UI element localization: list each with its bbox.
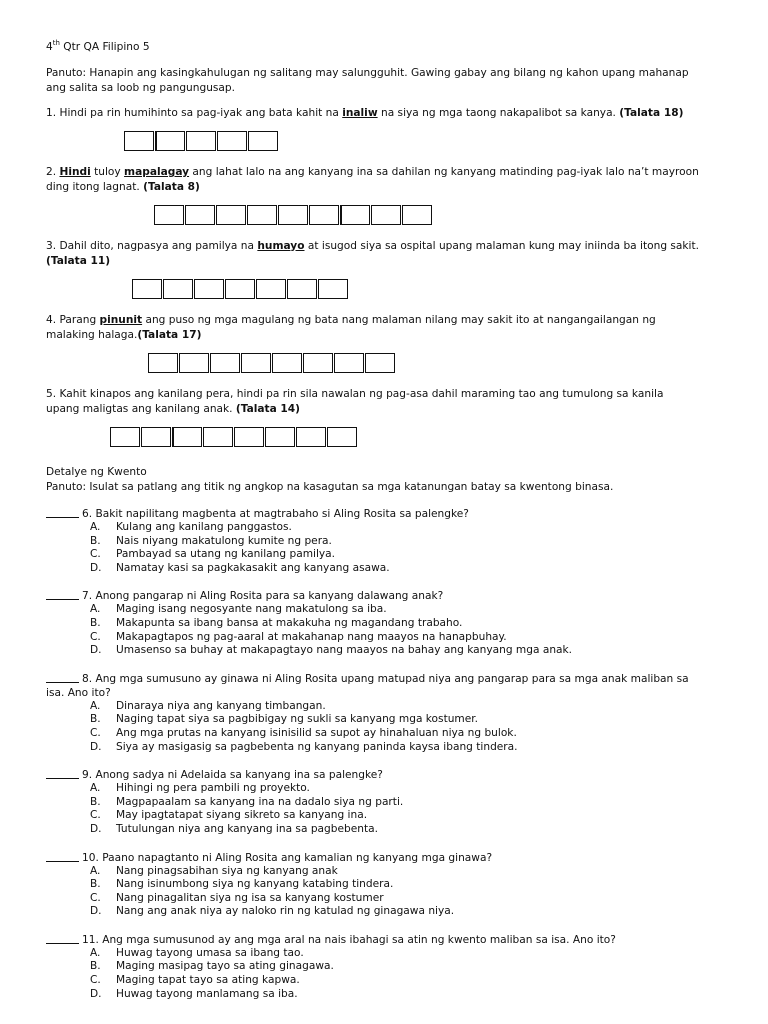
option-text: Maging masipag tayo sa ating ginagawa. <box>116 960 334 973</box>
vocab-item-5 <box>46 387 736 447</box>
option-letter: A. <box>90 699 101 712</box>
question-label: 8. Ang mga sumusuno ay ginawa ni Aling Rosita upang matupad niya ang pangarap para sa mga anak maliban sa <box>82 672 689 685</box>
paragraph-reference: (Talata 17) <box>137 329 202 341</box>
paragraph-reference: (Talata 18) <box>619 107 684 119</box>
letter-box[interactable] <box>278 205 308 225</box>
letter-box[interactable] <box>318 279 348 299</box>
option-a <box>46 947 736 961</box>
vocab-sentence <box>46 239 736 254</box>
option-a <box>46 865 736 879</box>
letter-box[interactable] <box>247 205 277 225</box>
letter-box[interactable] <box>265 427 295 447</box>
option-c <box>46 809 736 823</box>
question-label: 7. Anong pangarap ni Aling Rosita para sa kanyang dalawang anak? <box>82 590 444 603</box>
quiz-page <box>46 36 736 1001</box>
option-a <box>46 603 736 617</box>
letter-box[interactable] <box>234 427 264 447</box>
vocab-sentence <box>46 165 736 180</box>
letter-box[interactable] <box>371 205 401 225</box>
option-text: Kulang ang kanilang panggastos. <box>116 521 292 533</box>
vocab-sentence <box>46 313 736 328</box>
underlined-word: mapalagay <box>124 166 190 178</box>
header-superscript: th <box>52 39 60 47</box>
option-letter: D. <box>90 740 102 753</box>
option-d <box>46 823 736 837</box>
option-c <box>46 727 736 741</box>
vocab-sentence-cont <box>46 402 736 417</box>
option-d <box>46 988 736 1002</box>
option-d <box>46 644 736 658</box>
instruction-line: Panuto: Hanapin ang kasingkahulugan ng salitang may salungguhit. Gawing gabay ang bilang ng kahon upang mahanap <box>46 67 689 79</box>
section-title: Detalye ng Kwento <box>46 466 147 478</box>
instruction-line: ang salita sa loob ng pangungusap. <box>46 82 236 94</box>
option-a <box>46 521 736 535</box>
vocab-item-3 <box>46 239 736 299</box>
letter-box[interactable] <box>132 279 162 299</box>
option-text: Naging tapat siya sa pagbibigay ng sukli sa kanyang mga kostumer. <box>116 713 479 726</box>
letter-box[interactable] <box>248 131 278 151</box>
letter-box[interactable] <box>124 131 154 151</box>
letter-box[interactable] <box>402 205 432 225</box>
letter-box[interactable] <box>110 427 140 447</box>
option-text: Umasenso sa buhay at makapagtayo nang maayos na bahay ang kanyang mga anak. <box>116 644 573 657</box>
option-text: Hihingi ng pera pambili ng proyekto. <box>116 782 310 795</box>
vocab-sentence <box>46 106 736 121</box>
sentence-text: ang lahat lalo na ang kanyang ina sa dahilan ng kanyang matinding pag-iyak lalo na’t mayroon <box>189 166 699 178</box>
letter-boxes[interactable] <box>132 279 736 299</box>
sentence-text: 5. Kahit kinapos ang kanilang pera, hindi pa rin sila nawalan ng pag-asa dahil maraming tao ang tumulong sa kanila <box>46 388 664 400</box>
option-c <box>46 974 736 988</box>
letter-boxes[interactable] <box>124 131 736 151</box>
option-letter: B. <box>90 616 101 629</box>
letter-box[interactable] <box>194 279 224 299</box>
option-letter: D. <box>90 644 102 657</box>
answer-blank[interactable] <box>46 933 79 944</box>
part2-instruction: Panuto: Isulat sa patlang ang titik ng angkop na kasagutan sa mga katanungan batay sa kwentong binasa. <box>46 481 614 493</box>
letter-box[interactable] <box>340 205 370 225</box>
option-text: Makapunta sa ibang bansa at makakuha ng magandang trabaho. <box>116 616 463 629</box>
option-c <box>46 631 736 645</box>
question-label: 9. Anong sadya ni Adelaida sa kanyang ina sa palengke? <box>82 769 383 782</box>
option-letter: C. <box>90 891 101 904</box>
option-text: Nang pinagalitan siya ng isa sa kanyang kostumer <box>116 891 384 904</box>
question-text <box>46 851 736 865</box>
option-text: Maging tapat tayo sa ating kapwa. <box>116 974 300 987</box>
question-label: 6. Bakit napilitang magbenta at magtrabaho si Aling Rosita sa palengke? <box>82 508 469 520</box>
sentence-text: ding itong lagnat. <box>46 181 144 193</box>
option-letter: B. <box>90 713 101 726</box>
letter-box[interactable] <box>172 427 202 447</box>
option-letter: C. <box>90 548 101 561</box>
paragraph-reference: (Talata 8) <box>143 181 200 193</box>
option-text: Nang ang anak niya ay naloko rin ng katulad ng ginagawa niya. <box>116 905 455 918</box>
paragraph-reference: (Talata 11) <box>46 255 111 267</box>
letter-box[interactable] <box>185 205 215 225</box>
answer-blank[interactable] <box>46 672 79 683</box>
letter-box[interactable] <box>186 131 216 151</box>
letter-boxes[interactable] <box>154 205 736 225</box>
option-letter: C. <box>90 809 101 822</box>
answer-blank[interactable] <box>46 768 79 779</box>
option-letter: A. <box>90 603 101 616</box>
question-9 <box>46 768 736 836</box>
letter-box[interactable] <box>256 279 286 299</box>
vocab-item-2 <box>46 165 736 225</box>
underlined-word: Hindi <box>59 166 91 178</box>
option-letter: B. <box>90 534 101 547</box>
letter-box[interactable] <box>303 353 333 373</box>
option-text: Huwag tayong umasa sa ibang tao. <box>116 946 304 959</box>
option-letter: C. <box>90 974 101 987</box>
vocab-sentence-cont <box>46 180 736 195</box>
letter-box[interactable] <box>141 427 171 447</box>
paragraph-reference: (Talata 14) <box>235 403 301 415</box>
option-text: May ipagtatapat siyang sikreto sa kanyang ina. <box>116 809 368 822</box>
letter-box[interactable] <box>179 353 209 373</box>
letter-box[interactable] <box>241 353 271 373</box>
option-b <box>46 796 736 810</box>
option-b <box>46 535 736 549</box>
letter-box[interactable] <box>155 131 185 151</box>
sentence-text: 4. Parang <box>46 314 100 326</box>
part1-instruction <box>46 66 736 96</box>
option-letter: A. <box>90 946 101 959</box>
answer-blank[interactable] <box>46 589 79 600</box>
letter-box[interactable] <box>272 353 302 373</box>
option-letter: B. <box>90 795 101 808</box>
sentence-text: malaking halaga. <box>46 329 138 341</box>
option-text: Makapagtapos ng pag-aaral at makahanap nang maayos na hanapbuhay. <box>116 630 507 643</box>
option-text: Nang pinagsabihan siya ng kanyang anak <box>116 864 338 877</box>
letter-boxes[interactable] <box>148 353 736 373</box>
sentence-text: 1. Hindi pa rin humihinto sa pag-iyak ang bata kahit na <box>46 107 343 119</box>
question-text <box>46 507 736 521</box>
vocab-sentence <box>46 387 736 402</box>
option-letter: D. <box>90 905 102 918</box>
option-text: Namatay kasi sa pagkakasakit ang kanyang asawa. <box>116 561 390 574</box>
letter-box[interactable] <box>216 205 246 225</box>
letter-box[interactable] <box>334 353 364 373</box>
sentence-text: tuloy <box>90 166 125 178</box>
question-text <box>46 589 736 603</box>
option-c <box>46 892 736 906</box>
question-text <box>46 672 736 686</box>
option-d <box>46 741 736 755</box>
letter-box[interactable] <box>327 427 357 447</box>
letter-box[interactable] <box>365 353 395 373</box>
letter-box[interactable] <box>287 279 317 299</box>
option-text: Nang isinumbong siya ng kanyang katabing tindera. <box>116 878 394 891</box>
option-letter: A. <box>90 782 101 795</box>
vocab-item-1 <box>46 106 736 151</box>
option-b <box>46 713 736 727</box>
letter-box[interactable] <box>309 205 339 225</box>
option-text: Ang mga prutas na kanyang isinisilid sa supot ay hinahaluan niya ng bulok. <box>116 726 517 739</box>
sentence-text: na siya ng mga taong nakapalibot sa kanya. <box>377 107 620 119</box>
letter-box[interactable] <box>296 427 326 447</box>
option-text: Pambayad sa utang ng kanilang pamilya. <box>116 548 336 561</box>
option-letter: D. <box>90 561 102 574</box>
option-b <box>46 960 736 974</box>
question-label: 10. Paano napagtanto ni Aling Rosita ang kamalian ng kanyang mga ginawa? <box>82 851 493 864</box>
question-text-cont: isa. Ano ito? <box>46 686 111 699</box>
sentence-text: 2. <box>46 166 60 178</box>
vocab-item-4 <box>46 313 736 373</box>
option-letter: D. <box>90 822 102 835</box>
option-text: Magpapaalam sa kanyang ina na dadalo siya ng parti. <box>116 795 404 808</box>
option-letter: A. <box>90 521 101 533</box>
letter-boxes[interactable] <box>110 427 736 447</box>
answer-blank[interactable] <box>46 507 79 518</box>
option-a <box>46 700 736 714</box>
question-label: 11. Ang mga sumusunod ay ang mga aral na nais ibahagi sa atin ng kwento maliban sa isa. Ano ito? <box>82 933 616 946</box>
letter-box[interactable] <box>225 279 255 299</box>
option-d <box>46 905 736 919</box>
answer-blank[interactable] <box>46 851 79 862</box>
question-text <box>46 768 736 782</box>
sentence-text: 3. Dahil dito, nagpasya ang pamilya na <box>46 240 258 252</box>
option-b <box>46 617 736 631</box>
underlined-word: humayo <box>257 240 305 252</box>
option-letter: B. <box>90 878 101 891</box>
letter-box[interactable] <box>163 279 193 299</box>
letter-box[interactable] <box>154 205 184 225</box>
option-letter: A. <box>90 864 101 877</box>
vocab-sentence-cont <box>46 328 736 343</box>
option-text: Maging isang negosyante nang makatulong sa iba. <box>116 603 387 616</box>
sentence-text: ang puso ng mga magulang ng bata nang malaman nilang may sakit ito at nangangailangan ng <box>142 314 656 326</box>
letter-box[interactable] <box>203 427 233 447</box>
question-7 <box>46 589 736 657</box>
header-title: Qtr QA Filipino 5 <box>59 41 150 53</box>
option-text: Dinaraya niya ang kanyang timbangan. <box>116 699 326 712</box>
letter-box[interactable] <box>148 353 178 373</box>
option-text: Tutulungan niya ang kanyang ina sa pagbebenta. <box>116 822 378 835</box>
vocab-sentence-cont <box>46 254 736 269</box>
question-10 <box>46 851 736 919</box>
underlined-word: pinunit <box>99 314 143 326</box>
option-letter: B. <box>90 960 101 973</box>
question-8 <box>46 672 736 754</box>
option-text: Huwag tayong manlamang sa iba. <box>116 987 298 1000</box>
option-b <box>46 878 736 892</box>
option-d <box>46 562 736 576</box>
option-letter: C. <box>90 726 101 739</box>
question-6 <box>46 507 736 575</box>
option-letter: D. <box>90 987 102 1000</box>
sentence-text: at isugod siya sa ospital upang malaman kung may iniinda ba itong sakit. <box>304 240 700 252</box>
option-letter: C. <box>90 630 101 643</box>
underlined-word: inaliw <box>342 107 378 119</box>
option-text: Siya ay masigasig sa pagbebenta ng kanyang paninda kaysa ibang tindera. <box>116 740 518 753</box>
letter-box[interactable] <box>217 131 247 151</box>
header-quarter-number: 4 <box>46 41 53 53</box>
page-header <box>46 36 736 55</box>
option-c <box>46 548 736 562</box>
question-11 <box>46 933 736 1001</box>
question-list <box>46 507 736 1001</box>
sentence-text: upang maligtas ang kanilang anak. <box>46 403 236 415</box>
option-a <box>46 782 736 796</box>
option-text: Nais niyang makatulong kumite ng pera. <box>116 534 332 547</box>
question-text <box>46 933 736 947</box>
letter-box[interactable] <box>210 353 240 373</box>
